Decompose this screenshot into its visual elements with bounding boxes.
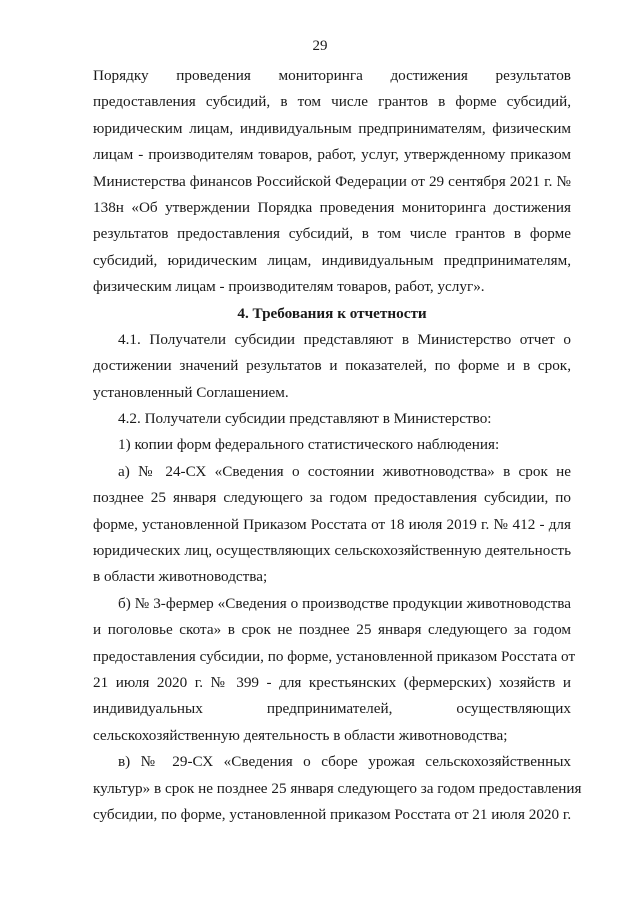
- text-line: в) № 29-СХ «Сведения о сборе урожая сельскохозяйственных: [118, 753, 571, 771]
- text-line: результатов предоставления субсидий, в том числе грантов в форме: [93, 225, 571, 243]
- text-line: в области животноводства;: [93, 568, 268, 586]
- text-word: Порядку: [93, 67, 149, 84]
- text-line: Министерства финансов Российской Федерации от 29 сентября 2021 г. №: [93, 172, 571, 190]
- text-line: субсидии, по форме, установленной приказом Росстата от 21 июля 2020 г.: [93, 805, 572, 823]
- text-word: проведения: [176, 67, 251, 84]
- text-line: установленный Соглашением.: [93, 383, 289, 401]
- text-word: мониторинга: [278, 67, 363, 84]
- text-line: достижении значений результатов и показателей, по форме и в срок,: [93, 357, 571, 375]
- text-line: 21 июля 2020 г. № 399 - для крестьянских (фермерских) хозяйств и: [93, 673, 571, 691]
- text-line: позднее 25 января следующего за годом предоставления субсидии, по: [93, 489, 571, 507]
- text-line: лицам - производителям товаров, работ, услуг, утвержденному приказом: [93, 146, 571, 164]
- text-word: индивидуальных: [93, 700, 203, 718]
- text-line: и поголовье скота» в срок не позднее 25 января следующего за годом: [93, 621, 571, 639]
- text-word: осуществляющих: [456, 700, 571, 718]
- text-line: 4.1. Получатели субсидии представляют в Министерство отчет о: [118, 330, 571, 348]
- text-line: [93, 696, 571, 722]
- text-line: культур» в срок не позднее 25 января следующего за годом предоставления: [93, 779, 582, 797]
- text-line: б) № 3-фермер «Сведения о производстве продукции животноводства: [118, 594, 571, 612]
- text-word: достижения: [390, 67, 468, 84]
- text-word: результатов: [495, 67, 571, 84]
- text-line: субсидий, юридическим лицам, индивидуальным предпринимателям,: [93, 251, 571, 269]
- section-heading: 4. Требования к отчетности: [237, 304, 427, 322]
- text-line: физическим лицам - производителям товаров, работ, услуг».: [93, 278, 485, 296]
- text-word: предпринимателей,: [266, 700, 393, 718]
- text-line: [93, 63, 571, 89]
- document-body: [93, 63, 582, 828]
- text-line: юридическим лицам, индивидуальным предпринимателям, физическим: [93, 119, 571, 137]
- text-line: сельскохозяйственную деятельность в области животноводства;: [93, 726, 508, 744]
- page-number: 29: [312, 38, 328, 54]
- text-line: 4.2. Получатели субсидии представляют в Министерство:: [118, 410, 492, 428]
- text-line: 1) копии форм федерального статистического наблюдения:: [118, 436, 500, 454]
- text-line: 138н «Об утверждении Порядка проведения мониторинга достижения: [93, 198, 571, 216]
- text-line: а) № 24-СХ «Сведения о состоянии животноводства» в срок не: [118, 462, 571, 480]
- text-line: предоставления субсидии, по форме, установленной приказом Росстата от: [93, 647, 576, 665]
- text-line: форме, установленной Приказом Росстата от 18 июля 2019 г. № 412 - для: [93, 515, 571, 533]
- text-line: юридических лиц, осуществляющих сельскохозяйственную деятельность: [93, 542, 571, 560]
- text-line: предоставления субсидий, в том числе грантов в форме субсидий,: [93, 93, 571, 111]
